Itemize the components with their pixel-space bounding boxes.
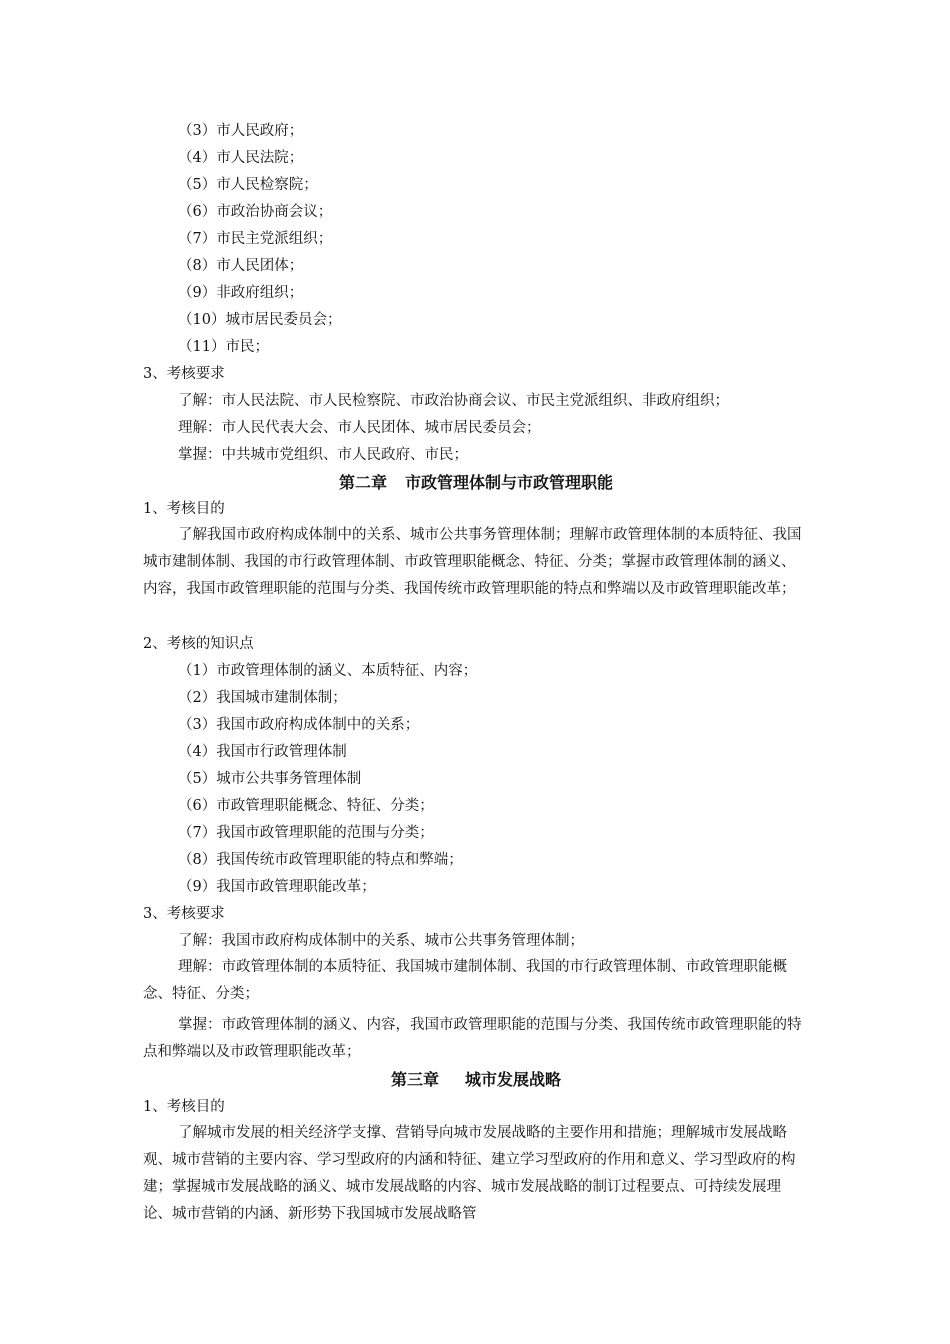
requirement-line: 了解：市人民法院、市人民检察院、市政治协商会议、市民主党派组织、非政府组织；: [178, 393, 729, 409]
section-heading: 1、考核目的: [143, 501, 225, 517]
chapter-title: [143, 1069, 809, 1091]
section-heading: 2、考核的知识点: [143, 636, 254, 652]
list-item: （2）我国城市建制体制；: [178, 690, 347, 706]
requirement-line: 了解：我国市政府构成体制中的关系、城市公共事务管理体制；: [178, 933, 584, 949]
paragraph: 了解我国市政府构成体制中的关系、城市公共事务管理体制；理解市政管理体制的本质特征、我国城市建制体制、我国的市行政管理体制、市政管理职能概念、特征、分类；掌握市政管理体制的涵义、内容，我国市政管理职能的范围与分类、我国传统市政管理职能的特点和弊端以及市政管理职能改革；: [143, 527, 802, 597]
requirement-line: 理解：市人民代表大会、市人民团体、城市居民委员会；: [178, 420, 541, 436]
requirement-paragraph: 理解：市政管理体制的本质特征、我国城市建制体制、我国的市行政管理体制、市政管理职能概念、特征、分类；: [143, 959, 787, 1002]
list-item: （4）市人民法院；: [178, 150, 304, 166]
list-item: （5）城市公共事务管理体制: [178, 771, 362, 787]
list-item: （8）我国传统市政管理职能的特点和弊端；: [178, 852, 463, 868]
section-heading: 3、考核要求: [143, 366, 225, 382]
list-item: （3）我国市政府构成体制中的关系；: [178, 717, 420, 733]
chapter-number: 第三章: [390, 1070, 439, 1089]
section-heading: 3、考核要求: [143, 906, 225, 922]
list-item: （5）市人民检察院；: [178, 177, 318, 193]
list-item: （4）我国市行政管理体制: [178, 744, 347, 760]
paragraph: 了解城市发展的相关经济学支撑、营销导向城市发展战略的主要作用和措施；理解城市发展战略观、城市营销的主要内容、学习型政府的内涵和特征、建立学习型政府的作用和意义、学习型政府的构建；掌握城市发展战略的涵义、城市发展战略的内容、城市发展战略的制订过程要点、可持续发展理论、城市营销的内涵、新形势下我国城市发展战略管: [143, 1125, 796, 1222]
chapter-title: [143, 472, 809, 494]
section-heading: 1、考核目的: [143, 1099, 225, 1115]
list-item: （7）我国市政管理职能的范围与分类；: [178, 825, 434, 841]
list-item: （1）市政管理体制的涵义、本质特征、内容；: [178, 663, 478, 679]
chapter-name: 城市发展战略: [465, 1070, 562, 1089]
list-item: （6）市政管理职能概念、特征、分类；: [178, 798, 434, 814]
list-item: （6）市政治协商会议；: [178, 204, 333, 220]
list-item: （9）我国市政管理职能改革；: [178, 879, 376, 895]
list-item: （10）城市居民委员会；: [178, 312, 342, 328]
chapter-name: 市政管理体制与市政管理职能: [405, 473, 614, 492]
list-item: （9）非政府组织；: [178, 285, 304, 301]
chapter-number: 第二章: [338, 473, 387, 492]
requirement-line: 掌握：中共城市党组织、市人民政府、市民；: [178, 447, 468, 463]
list-item: （7）市民主党派组织；: [178, 231, 333, 247]
list-item: （3）市人民政府；: [178, 123, 304, 139]
requirement-paragraph: 掌握：市政管理体制的涵义、内容，我国市政管理职能的范围与分类、我国传统市政管理职能的特点和弊端以及市政管理职能改革；: [143, 1017, 802, 1060]
list-item: （8）市人民团体；: [178, 258, 304, 274]
list-item: （11）市民；: [178, 339, 269, 355]
